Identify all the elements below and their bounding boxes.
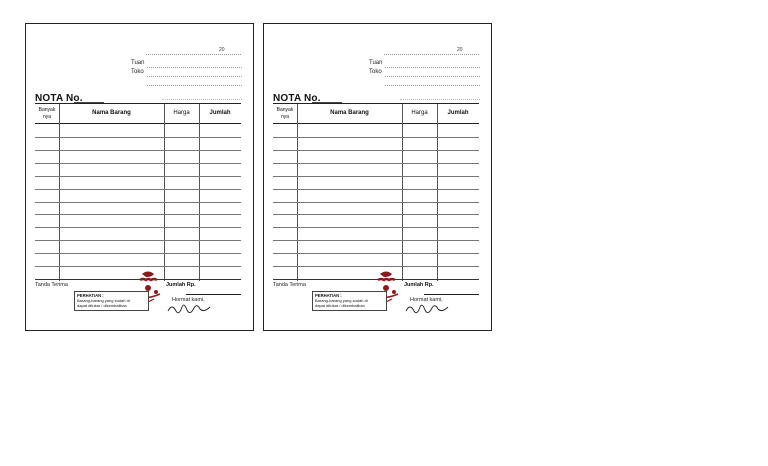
header-qty-line1: Banyak xyxy=(38,107,56,113)
table-row xyxy=(35,253,241,254)
nota-title: NOTA No. xyxy=(35,93,83,104)
tiny-mark: · xyxy=(316,47,318,52)
header-qty-line1: Banyak xyxy=(276,107,294,113)
tanda-terima-label: Tanda Terima xyxy=(35,282,68,288)
notice-title: PERHATIAN : xyxy=(77,293,104,298)
notice-line2: dapat ditukar / dikembalikan xyxy=(77,303,127,308)
tuan-label: Tuan xyxy=(131,60,145,66)
notice-line2: dapat ditukar / dikembalikan xyxy=(315,303,365,308)
header-qty-line2: nya xyxy=(280,114,290,120)
table-row xyxy=(35,227,241,228)
table-row xyxy=(273,150,479,151)
column-divider xyxy=(164,104,165,281)
notice-line1: Barang-barang yang sudah di xyxy=(77,298,130,303)
column-divider xyxy=(199,104,200,281)
signature-icon xyxy=(166,301,216,320)
toko-label: Toko xyxy=(369,69,382,75)
header-price: Harga xyxy=(411,110,428,116)
header-name: Nama Barang xyxy=(92,110,131,116)
address-line xyxy=(385,85,480,86)
total-line xyxy=(186,294,241,295)
header-qty xyxy=(35,107,59,121)
tuan-line xyxy=(147,67,242,68)
table-row xyxy=(273,253,479,254)
table-row xyxy=(273,240,479,241)
table-row xyxy=(35,150,241,151)
table-row xyxy=(273,202,479,203)
tiny-mark: · xyxy=(78,47,80,52)
table-row xyxy=(273,163,479,164)
column-divider xyxy=(402,104,403,281)
nota-form-left xyxy=(25,23,254,331)
jumlah-rp-label: Jumlah Rp. xyxy=(166,282,196,288)
column-divider xyxy=(297,104,298,281)
table-row xyxy=(273,214,479,215)
header-total: Jumlah xyxy=(209,110,231,116)
table-row xyxy=(35,176,241,177)
hormat-label: Hormat kami, xyxy=(410,297,443,303)
items-table xyxy=(35,103,241,281)
nota-title: NOTA No. xyxy=(273,93,321,104)
faint-line xyxy=(400,99,480,100)
table-row xyxy=(35,163,241,164)
notice-box xyxy=(312,291,387,311)
header-qty xyxy=(273,107,297,121)
table-row xyxy=(273,137,479,138)
hormat-label: Hormat kami, xyxy=(172,297,205,303)
toko-line xyxy=(385,76,480,77)
table-row xyxy=(273,176,479,177)
header-divider xyxy=(273,123,479,124)
tuan-line xyxy=(385,67,480,68)
date-line xyxy=(384,48,479,55)
tuan-label: Tuan xyxy=(369,60,383,66)
date-line xyxy=(146,48,241,55)
column-divider xyxy=(59,104,60,281)
address-line xyxy=(147,85,242,86)
table-row xyxy=(35,266,241,267)
faint-line xyxy=(162,99,242,100)
header-price: Harga xyxy=(173,110,190,116)
notice-title: PERHATIAN : xyxy=(315,293,342,298)
table-row xyxy=(273,227,479,228)
table-row xyxy=(35,137,241,138)
toko-label: Toko xyxy=(131,69,144,75)
toko-line xyxy=(147,76,242,77)
header-total: Jumlah xyxy=(447,110,469,116)
table-row xyxy=(35,240,241,241)
table-row xyxy=(35,189,241,190)
items-table xyxy=(273,103,479,281)
jumlah-rp-label: Jumlah Rp. xyxy=(404,282,434,288)
table-row xyxy=(273,266,479,267)
signature-icon xyxy=(404,301,454,320)
notice-line1: Barang-barang yang sudah di xyxy=(315,298,368,303)
header-qty-line2: nya xyxy=(42,114,52,120)
column-divider xyxy=(437,104,438,281)
notice-box xyxy=(74,291,149,311)
date-year-prefix: 20 xyxy=(457,47,463,53)
table-row xyxy=(35,202,241,203)
date-year-prefix: 20 xyxy=(219,47,225,53)
total-line xyxy=(424,294,479,295)
nota-form-right xyxy=(263,23,492,331)
header-divider xyxy=(35,123,241,124)
table-row xyxy=(35,214,241,215)
table-row xyxy=(273,189,479,190)
tanda-terima-label: Tanda Terima xyxy=(273,282,306,288)
header-name: Nama Barang xyxy=(330,110,369,116)
